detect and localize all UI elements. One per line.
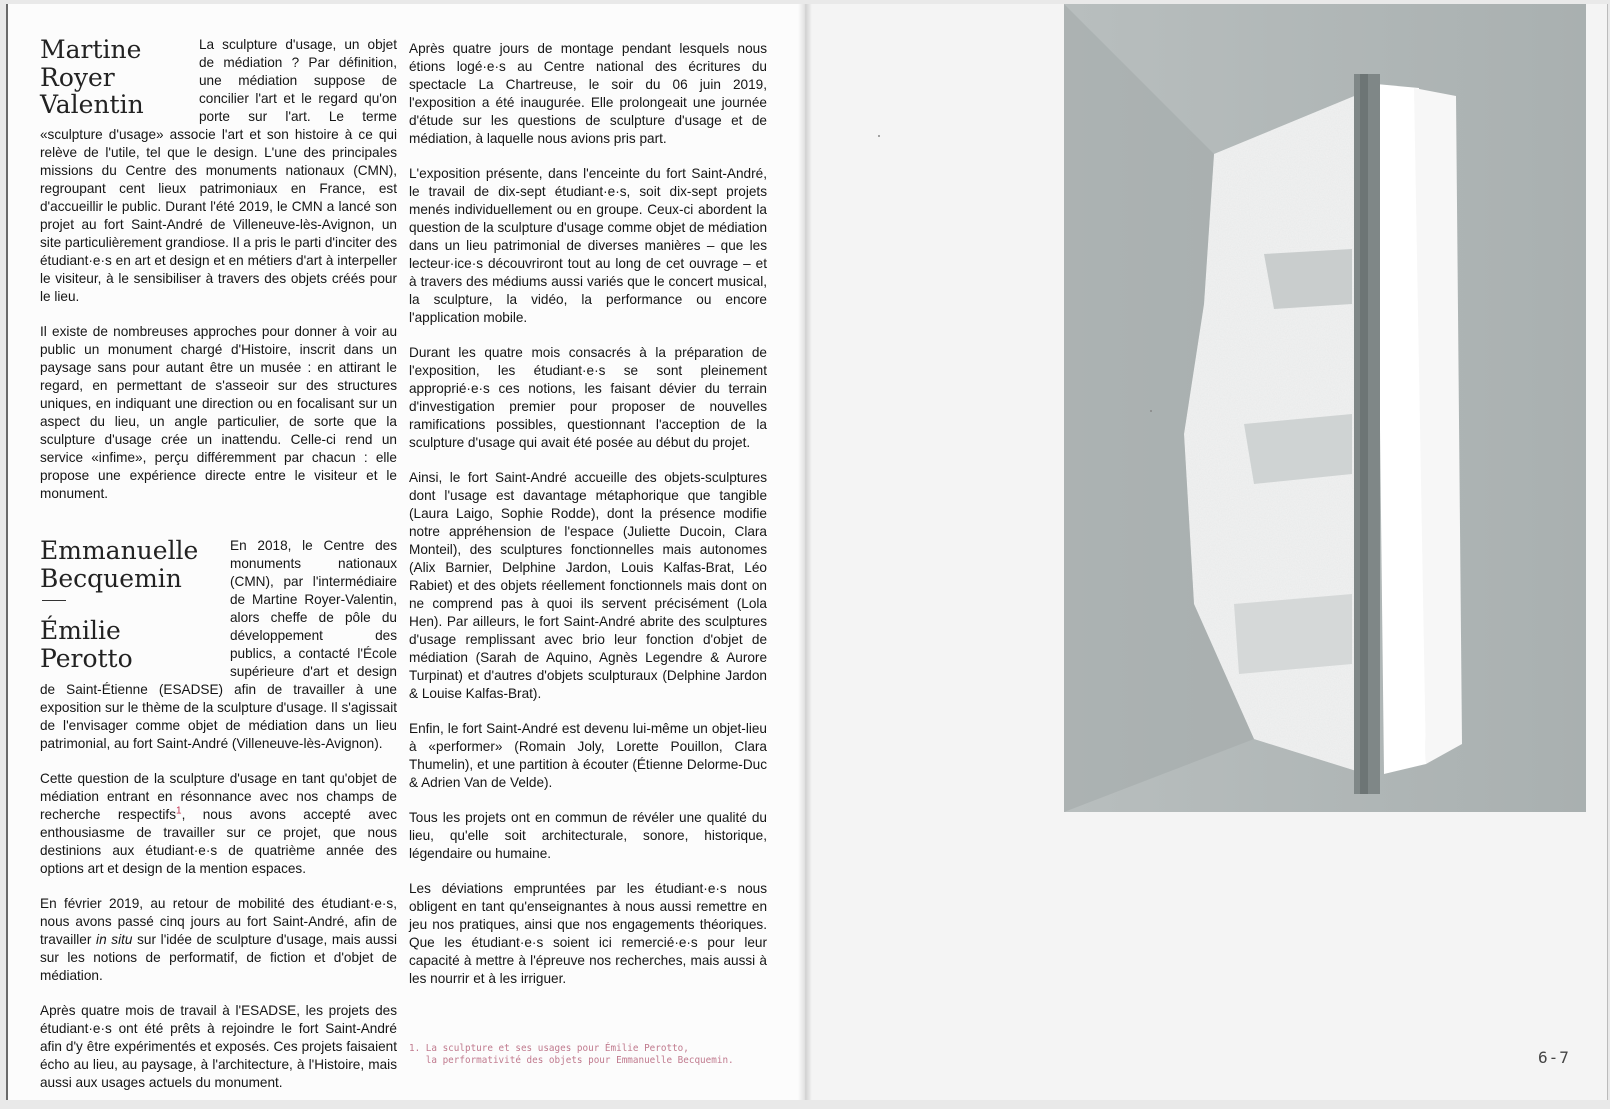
text-span: sur l'idée de sculpture d'usage, mais aussi sur les notions de performatif, de fiction et d'objet de médiation. — [40, 932, 397, 983]
text-span: , nous avons accepté avec enthousiasme de travailler sur ce projet, que nous destinions aux étudiant·e·s de quatrième année des options art et design de la mention espaces. — [40, 807, 397, 876]
author-name-line: Émilie — [40, 616, 121, 645]
author-name-line: Perotto — [40, 643, 133, 673]
paragraph: Enfin, le fort Saint-André est devenu lui-même un objet-lieu à «performer» (Romain Joly, Lorette Pouillon, Clara Thumelin), et une partition à écouter (Étienne Delorme-Duc & Adrien Van de Velde). — [409, 721, 767, 790]
fort-window-photograph — [1064, 4, 1586, 812]
paragraph: Après quatre jours de montage pendant lesquels nous étions logé·e·s au Centre national des écritures du spectacle La Chartreuse, le soir du 06 juin 2019, l'exposition a été inaugurée. Elle prolongeait une journée d'étude sur les questions de sculpture d'usage et de médiation, à laquelle nous avions pris part. — [409, 41, 767, 146]
paper-speck — [878, 135, 880, 137]
photo-illustration — [1064, 4, 1586, 812]
paragraph: Ainsi, le fort Saint-André accueille des objets-sculptures dont l'usage est davantage métaphorique que tangible (Laura Laigo, Sophie Rodde), dont la présence modifie notre appréhension de l'espace (Juliette Ducoin, Clara Monteil), des sculptures fonctionnelles mais autonomes (Alix Barnier, Delphine Jardon, Louis Kalfas-Brat, Léo Rabiet) et des objets réellement fonctionnels mais dont on ne comprend pas à quoi ils servent précisément (Lola Hen). Par ailleurs, le fort Saint-André abrite des sculptures d'usage remplissant avec brio leur fonction d'objet de médiation (Sarah de Aquino, Agnès Legendre & Aurore Turpinat) et d'autres d'objets sculpturaux (Delphine Jardon & Louise Kalfas-Brat). — [409, 470, 767, 701]
paper-speck — [1150, 410, 1152, 412]
paragraph — [40, 895, 397, 985]
book-gutter — [798, 4, 812, 1100]
left-text-column — [40, 36, 397, 1109]
author-name-line: Becquemin — [40, 563, 182, 593]
author-name-line: Royer — [40, 62, 115, 92]
author-separator-dash — [42, 600, 66, 601]
paragraph: Les déviations empruntées par les étudiant·e·s nous obligent en tant qu'enseignantes à nous aussi remettre en jeu nos pratiques, ainsi que nos engagements théoriques. Que les étudiant·e·s soient ici remercié·e·s pour leur capacité à mettre à l'épreuve nos recherches, mais aussi à les nourrir et à les irriguer. — [409, 881, 767, 986]
author-martine-royer-valentin — [40, 36, 185, 119]
paragraph: En 2018, le Centre des monuments nationaux (CMN), par l'intermédiaire de Martine Royer-Valentin, alors cheffe de pôle du développement des publics, a contacté l'École supérieure d'art et design de Saint-Étienne (ESADSE) afin de travailler à une exposition sur le thème de la sculpture d'usage. Il s'agissait de l'envisager comme objet de médiation dans un lieu patrimonial, au fort Saint-André (Villeneuve-lès-Avignon). — [40, 538, 397, 751]
author-name-line: Valentin — [40, 90, 144, 119]
paragraph: Durant les quatre mois consacrés à la préparation de l'exposition, les étudiant·e·s se sont pleinement approprié·e·s ces notions, les faisant dévier du terrain d'investigation premier pour proposer de nouvelles ramifications possibles, questionnant l'acception de la sculpture d'usage qui avait été posée au début du projet. — [409, 345, 767, 450]
paragraph: Il existe de nombreuses approches pour donner à voir au public un monument chargé d'Histoire, inscrit dans un paysage sans pour autant être un musée : en attirant le regard, en permettant de s'asseoir sur des structures uniques, en indiquant une direction ou en focalisant sur un aspect du lieu, un angle particulier, de sorte que la sculpture d'usage crée un inattendu. Celle-ci rend un service «infime», perçu différemment par chacun : elle propose une expérience directe entre le visiteur et le monument. — [40, 324, 397, 501]
page-number: 6-7 — [1538, 1048, 1570, 1067]
text-span: Cette question de la sculpture d'usage en tant qu'objet de médiation entrant en résonnance avec nos champs de recherche respectifs — [40, 771, 397, 822]
paragraph: L'exposition présente, dans l'enceinte du fort Saint-André, le travail de dix-sept étudiant·e·s, soit dix-sept projets menés individuellement ou en groupe. Ceux-ci abordent la question de la sculpture d'usage comme objet de médiation dans un lieu patrimonial de diverses manières – que les lecteur·ice·s découvriront tout au long de cet ouvrage – et à travers des médiums aussi variés que le concert musical, la sculpture, la vidéo, la performance ou encore l'application mobile. — [409, 166, 767, 325]
emphasis-text: in situ — [96, 932, 133, 947]
text-span: En février 2019, au retour de mobilité des étudiant·e·s, nous avons passé cinq jours au fort Saint-André, afin de travailler — [40, 896, 397, 947]
right-text-column — [409, 40, 767, 1005]
author-name-line: Emmanuelle — [40, 536, 199, 565]
footnote-line: 1. La sculpture et ses usages pour Émilie Perotto, — [409, 1043, 689, 1054]
footnote — [409, 1043, 769, 1067]
paragraph — [40, 770, 397, 878]
paragraph: La sculpture d'usage, un objet de médiation ? Par définition, une médiation suppose de concilier l'art et le regard qu'on porte sur l'art. Le terme «sculpture d'usage» associe l'art et son histoire à ce qui relève de l'utile, tel que le design. L'une des principales missions du Centre des monuments nationaux (CMN), regroupant cent lieux patrimoniaux en France, est d'accueillir le public. Durant l'été 2019, le CMN a lancé son projet au fort Saint-André de Villeneuve-lès-Avignon, un site particulièrement grandiose. Il a pris le parti d'inciter des étudiant·e·s en art et design et en métiers d'art à interpeller le visiteur, à le sensibiliser à travers des objets créés pour le lieu. — [40, 37, 397, 304]
footnote-reference: 1 — [176, 805, 182, 817]
paragraph: Tous les projets ont en commun de révéler une qualité du lieu, qu'elle soit architecturale, sonore, historique, légendaire ou humaine. — [409, 810, 767, 861]
footnote-line: la performativité des objets pour Emmanuelle Becquemin. — [409, 1055, 734, 1066]
paragraph: Après quatre mois de travail à l'ESADSE, les projets des étudiant·e·s ont été prêts à rejoindre le fort Saint-André afin d'y être expérimentés et exposés. Ces projets faisaient écho au lieu, au paysage, à l'architecture, à l'Histoire, mais aussi aux usages actuels du monument. — [40, 1003, 397, 1090]
author-becquemin-perotto — [40, 537, 214, 672]
author-name-line: Martine — [40, 35, 142, 64]
